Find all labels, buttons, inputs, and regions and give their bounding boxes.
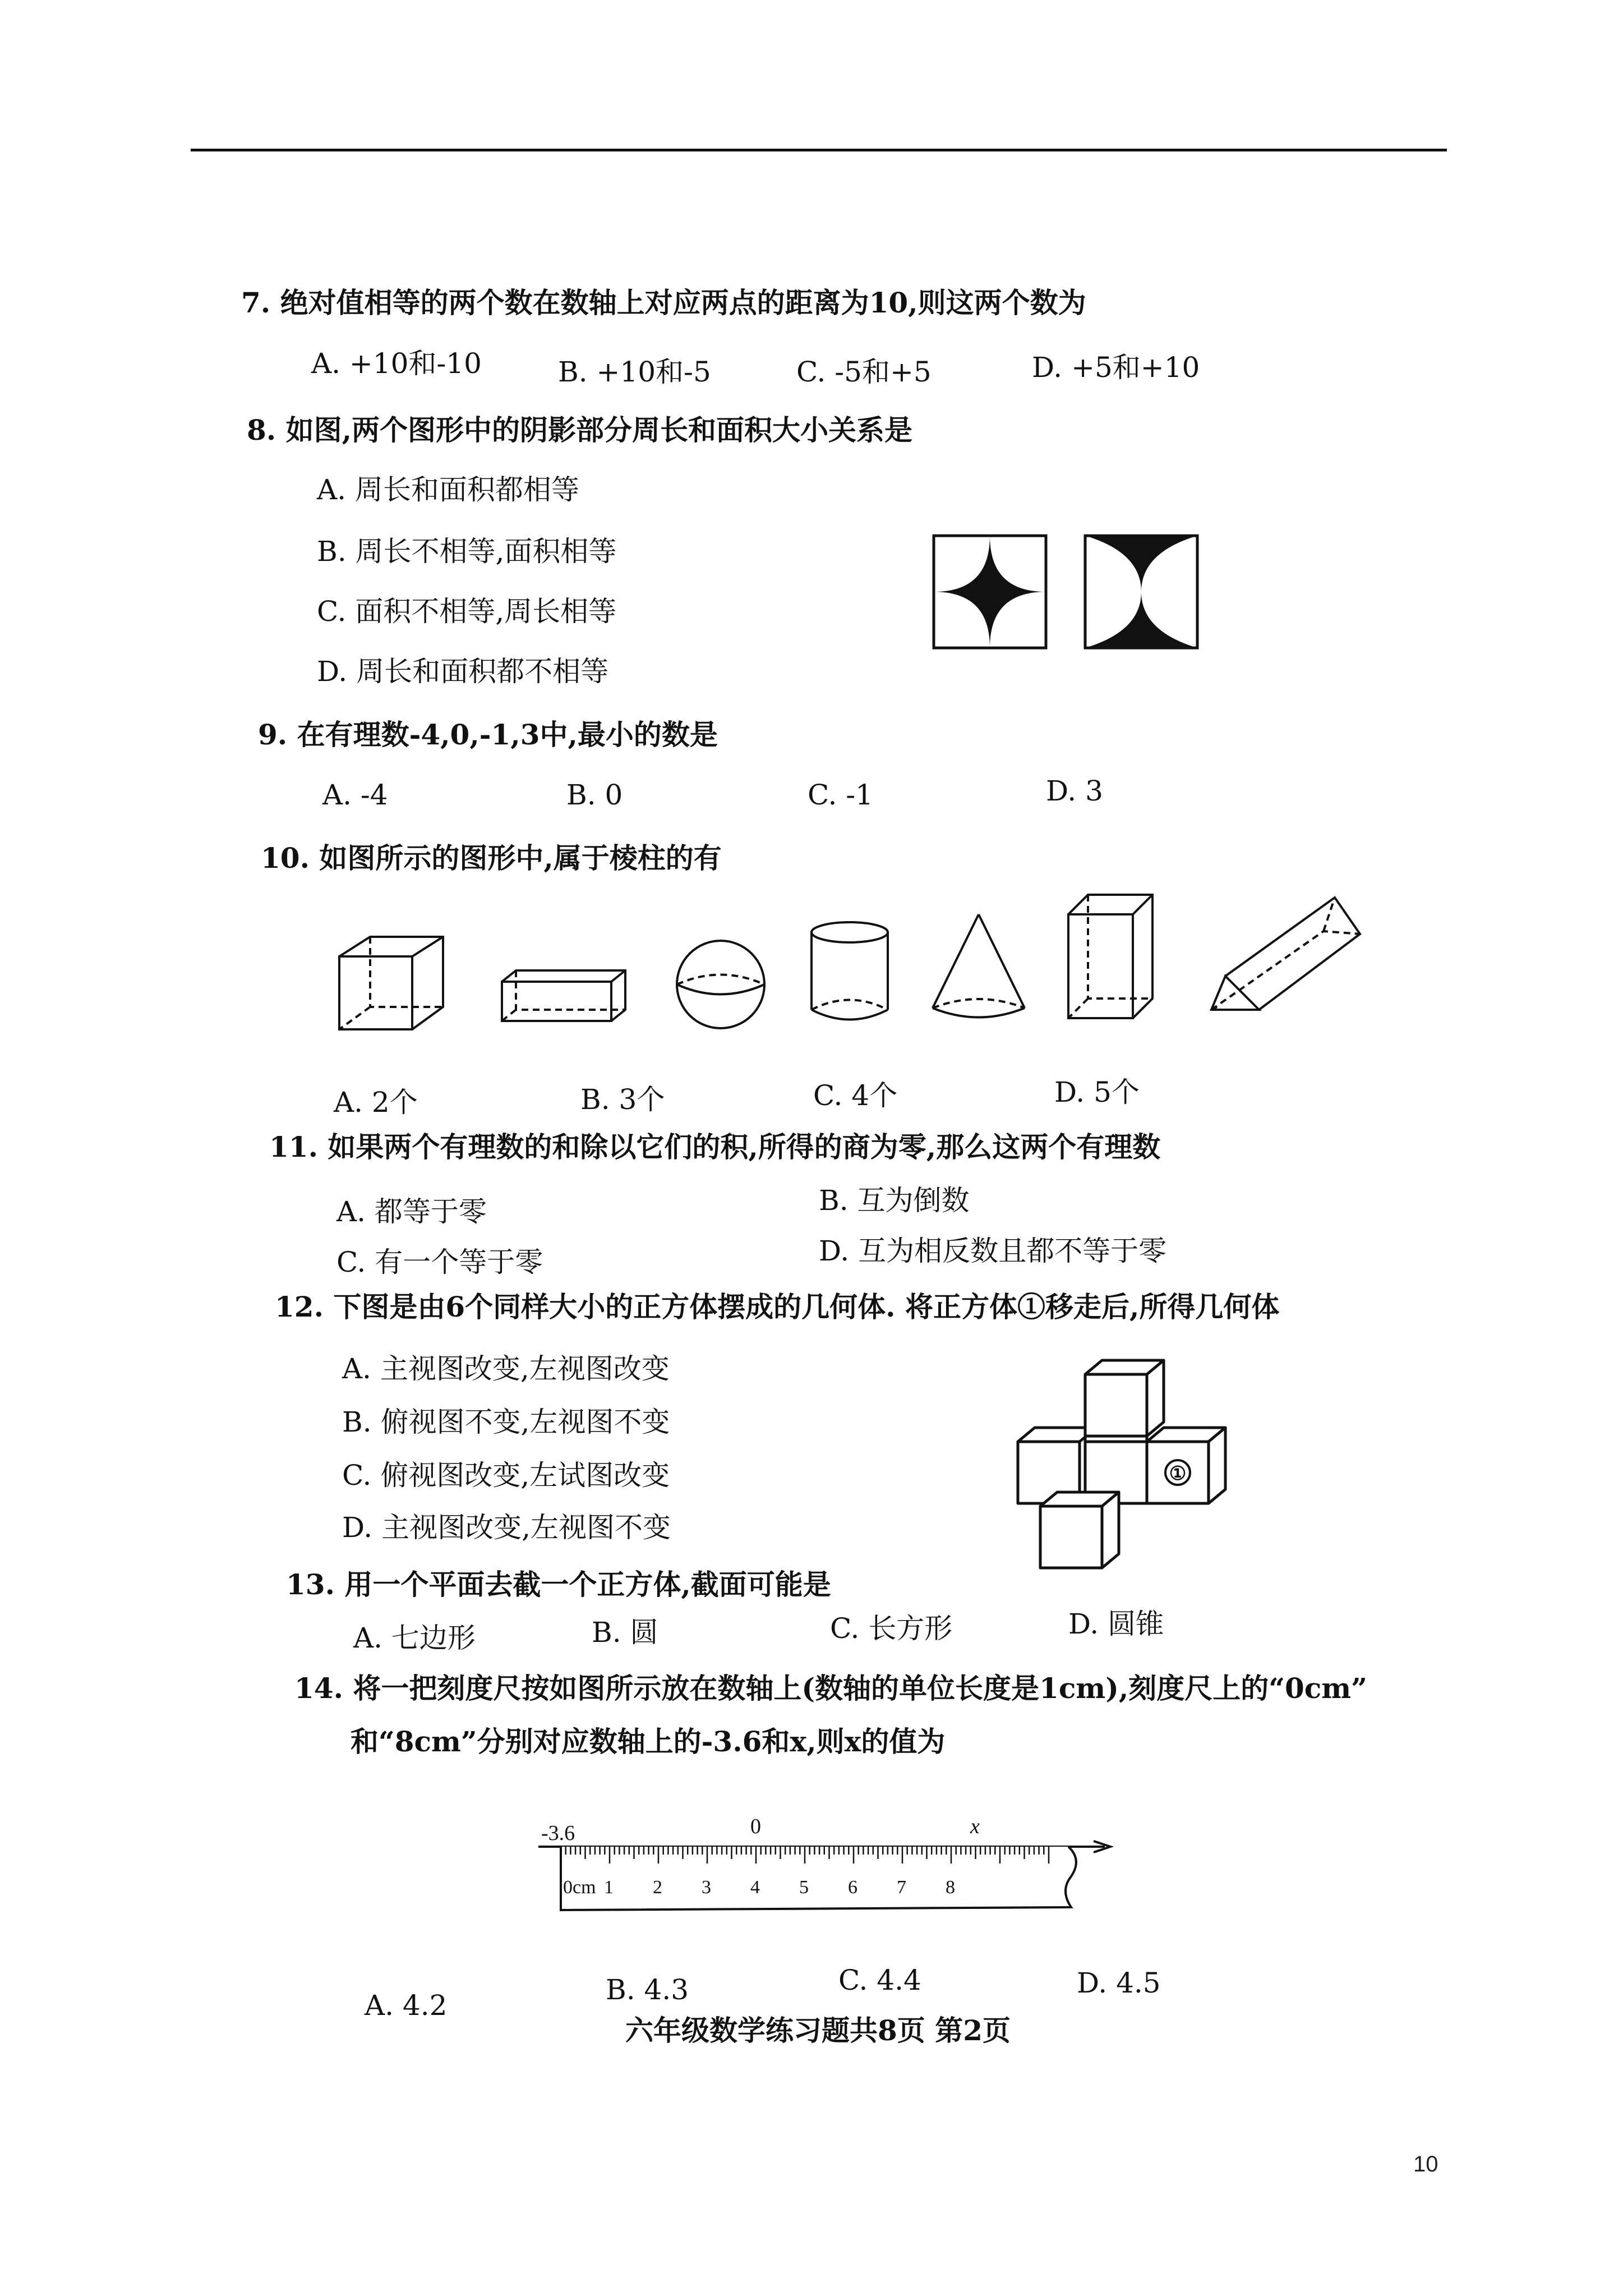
q8-stem: 8. 如图,两个图形中的阴影部分周长和面积大小关系是 (247, 413, 913, 447)
q10-shape-cylinder (808, 920, 892, 1024)
q8-option-b: B. 周长不相等,面积相等 (317, 535, 617, 568)
q14-option-c: C. 4.4 (838, 1964, 921, 1996)
q10-option-d: D. 5个 (1054, 1076, 1140, 1108)
q14-option-b: B. 4.3 (606, 1973, 689, 2006)
ruler-tick-label: 3 (702, 1877, 711, 1898)
q10-shape-sphere (673, 937, 768, 1032)
page-footer: 六年级数学练习题共8页 第2页 (625, 2014, 1011, 2047)
q10-shape-cube (336, 934, 449, 1032)
q13-stem: 13. 用一个平面去截一个正方体,截面可能是 (286, 1568, 831, 1601)
q13-option-c: C. 长方形 (830, 1612, 953, 1645)
q7-option-b: B. +10和-5 (558, 356, 711, 388)
q10-option-b: B. 3个 (580, 1083, 665, 1116)
ruler-tick-label: 0cm (563, 1877, 596, 1898)
ruler-tick-label: 6 (848, 1877, 857, 1898)
q12-stem: 12. 下图是由6个同样大小的正方体摆成的几何体. 将正方体①移走后,所得几何体 (275, 1290, 1280, 1323)
q14-ruler-number-line-figure (533, 1812, 1116, 1924)
q9-option-c: C. -1 (808, 779, 873, 811)
q14-option-a: A. 4.2 (365, 1989, 448, 2022)
q12-option-a: A. 主视图改变,左视图改变 (342, 1352, 670, 1385)
ruler-tick-label: 4 (750, 1877, 760, 1898)
q12-option-d: D. 主视图改变,左视图不变 (342, 1511, 671, 1544)
axis-label-zero: 0 (750, 1815, 761, 1838)
q7-option-c: C. -5和+5 (796, 356, 932, 388)
q10-shape-square-frustum-prism (1066, 892, 1155, 1021)
q8-option-d: D. 周长和面积都不相等 (317, 655, 609, 688)
q7-option-d: D. +5和+10 (1032, 351, 1200, 384)
ruler-tick-label: 2 (653, 1877, 662, 1898)
q8-option-a: A. 周长和面积都相等 (317, 473, 579, 506)
q8-option-c: C. 面积不相等,周长相等 (317, 595, 617, 628)
q14-stem-line1: 14. 将一把刻度尺按如图所示放在数轴上(数轴的单位长度是1cm),刻度尺上的“0cm” (294, 1672, 1367, 1705)
ruler-tick-label: 1 (604, 1877, 614, 1898)
axis-label-x: x (970, 1815, 980, 1838)
axis-label-left: -3.6 (541, 1821, 575, 1845)
q13-option-b: B. 圆 (592, 1616, 658, 1649)
q12-option-b: B. 俯视图不变,左视图不变 (342, 1406, 670, 1438)
q7-option-a: A. +10和-10 (311, 347, 482, 380)
q11-option-d: D. 互为相反数且都不等于零 (819, 1235, 1167, 1267)
q9-stem: 9. 在有理数-4,0,-1,3中,最小的数是 (258, 718, 718, 751)
q9-option-d: D. 3 (1046, 775, 1103, 807)
q11-option-b: B. 互为倒数 (819, 1184, 970, 1217)
q11-option-a: A. 都等于零 (336, 1195, 487, 1228)
q8-figure-hourglass (1080, 530, 1203, 654)
q10-stem: 10. 如图所示的图形中,属于棱柱的有 (261, 841, 722, 875)
q7-stem: 7. 绝对值相等的两个数在数轴上对应两点的距离为10,则这两个数为 (241, 286, 1086, 319)
ruler-tick-label: 7 (897, 1877, 906, 1898)
q10-shape-triangular-prism (1206, 892, 1363, 1015)
q12-cube-label: ① (1169, 1464, 1187, 1484)
q13-option-a: A. 七边形 (353, 1622, 476, 1654)
ruler-tick-label: 8 (946, 1877, 955, 1898)
header-rule (191, 149, 1447, 151)
page-number: 10 (1413, 2152, 1438, 2177)
q14-stem-line2: 和“8cm”分别对应数轴上的-3.6和x,则x的值为 (351, 1725, 946, 1758)
q12-option-c: C. 俯视图改变,左试图改变 (342, 1459, 670, 1492)
q14-option-d: D. 4.5 (1077, 1967, 1161, 1999)
q13-option-d: D. 圆锥 (1068, 1608, 1164, 1640)
q9-option-a: A. -4 (322, 779, 388, 811)
q10-shape-rectangular-prism (499, 968, 628, 1024)
q12-cube-stack-figure (1009, 1358, 1234, 1571)
ruler-tick-label: 5 (799, 1877, 809, 1898)
q10-option-c: C. 4个 (813, 1079, 898, 1112)
ruler-body (561, 1847, 1076, 1910)
q8-figure-star (928, 530, 1052, 654)
q10-option-a: A. 2个 (334, 1086, 418, 1119)
q11-option-c: C. 有一个等于零 (336, 1246, 543, 1278)
q11-stem: 11. 如果两个有理数的和除以它们的积,所得的商为零,那么这两个有理数 (269, 1130, 1161, 1163)
q9-option-b: B. 0 (566, 779, 623, 811)
q10-shape-cone (928, 912, 1029, 1024)
